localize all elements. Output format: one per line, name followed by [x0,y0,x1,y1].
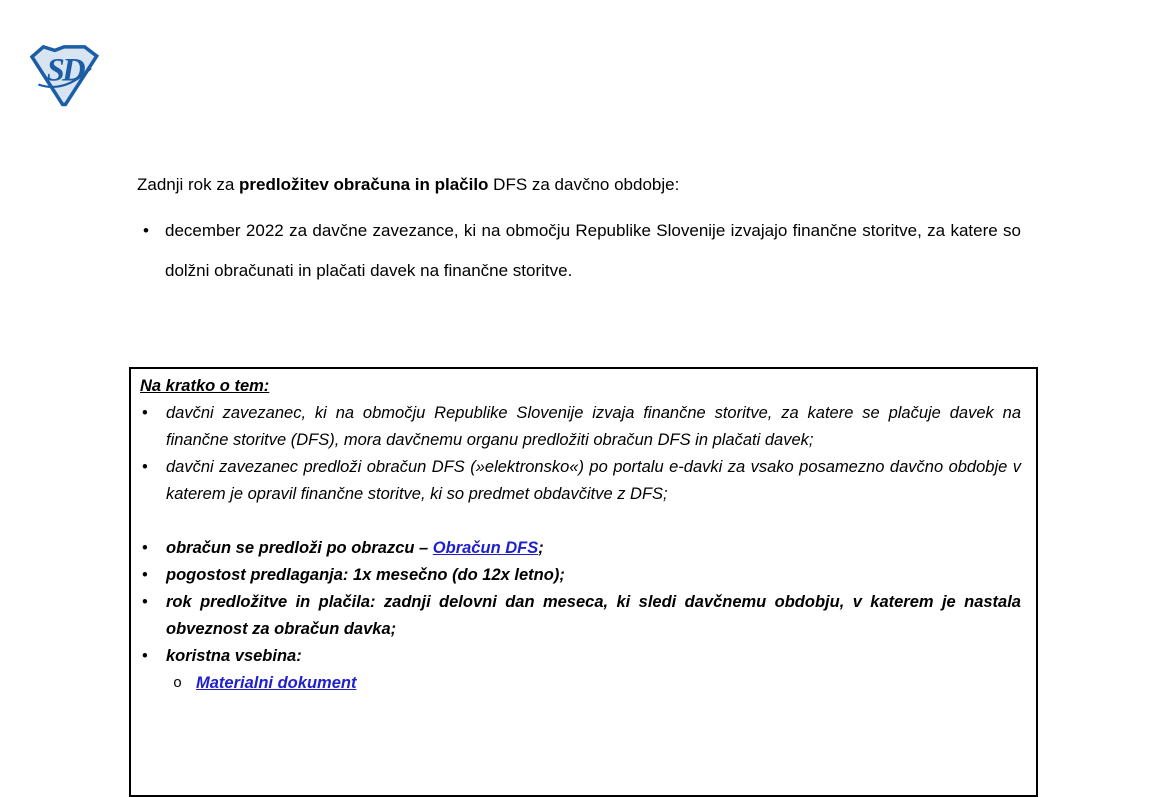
bullet-icon: • [142,458,148,476]
list-item-text: obračun se predloži po obrazcu – [166,539,433,557]
intro-bullet-text: december 2022 za davčne zavezance, ki na območju Republike Slovenije izvajajo finančne storitve, za katere so dolžni obračunati in plačati davek na finančne storitve. [165,221,1021,280]
logo-letters: SD [46,52,83,89]
summary-list [140,400,1021,697]
bullet-icon: • [143,221,149,240]
box-title: Na kratko o tem: [140,377,270,395]
list-item-text: pogostost predlaganja: 1x mesečno (do 12x letno); [166,566,565,584]
list-item-text: davčni zavezanec predloži obračun DFS (»elektronsko«) po portalu e-davki za vsako posamezno davčno obdobje v katerem je opravil finančne storitve, ki so predmet obdavčitve z DFS; [166,458,1021,503]
sd-logo [28,44,100,108]
circle-bullet-icon: o [173,675,183,692]
lead-text-pre: Zadnji rok za [137,175,240,194]
list-item [140,643,1021,697]
list-item [140,562,1021,589]
list-item-text: davčni zavezanec, ki na območju Republike Slovenije izvaja finančne storitve, za katere se plačuje davek na finančne storitve (DFS), mora davčnemu organu predložiti obračun DFS in plačati davek; [166,404,1021,449]
sub-list-item [166,670,1021,697]
list-item-text: koristna vsebina: [166,647,302,665]
bullet-icon: • [142,566,148,584]
bullet-icon: • [142,404,148,422]
intro-bullet-item [137,211,1021,290]
materialni-dokument-link[interactable]: Materialni dokument [196,674,357,692]
lead-text-bold: predložitev obračuna in plačilo [239,175,489,194]
bullet-icon: • [142,539,148,557]
obracun-dfs-link[interactable]: Obračun DFS [432,539,539,557]
lead-paragraph [137,174,1021,196]
list-item [140,400,1021,454]
lead-text-post: DFS za davčno obdobje: [488,175,680,194]
list-item [140,535,1021,562]
summary-box [129,367,1038,797]
list-item-text-post: ; [538,539,544,557]
list-item-text: rok predložitve in plačila: zadnji delovni dan meseca, ki sledi davčnemu obdobju, v katerem je nastala obveznost za obračun davka; [166,593,1021,638]
bullet-icon: • [142,647,148,665]
list-item [140,589,1021,643]
shield-logo-icon [28,44,100,108]
bullet-icon: • [142,593,148,611]
list-item [140,454,1021,508]
